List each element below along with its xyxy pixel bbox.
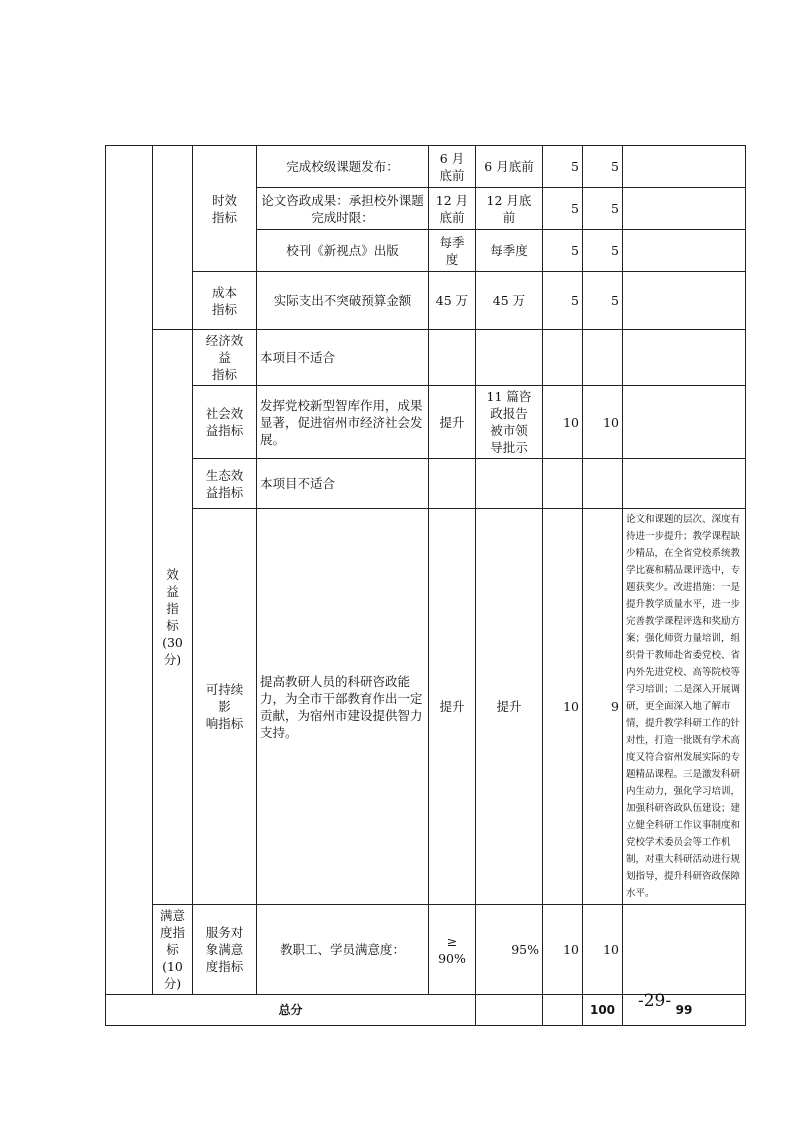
table-row (106, 146, 746, 188)
weight-cell: 5 (543, 272, 583, 330)
indicator-cell: 本项目不适合 (257, 330, 429, 386)
weight-cell (543, 330, 583, 386)
total-blank-cell (476, 995, 543, 1026)
table-row (106, 272, 746, 330)
table-row (106, 509, 746, 905)
score-cell: 5 (583, 272, 623, 330)
target-value-cell: 6 月 底前 (429, 146, 476, 188)
actual-value-cell: 提升 (476, 509, 543, 905)
target-value-cell: 提升 (429, 509, 476, 905)
table-row (106, 905, 746, 995)
category-cell-level1: 满意 度指 标 (10 分) (153, 905, 193, 995)
score-cell: 10 (583, 905, 623, 995)
score-cell (583, 330, 623, 386)
target-value-cell (429, 330, 476, 386)
weight-cell: 5 (543, 230, 583, 272)
category-cell-level2: 可持续 影 响指标 (193, 509, 257, 905)
note-cell (623, 230, 746, 272)
category-cell-level2: 服务对 象满意 度指标 (193, 905, 257, 995)
table-row (106, 459, 746, 509)
indicator-cell: 发挥党校新型智库作用，成果显著，促进宿州市经济社会发展。 (257, 386, 429, 459)
category-cell-level2: 生态效 益指标 (193, 459, 257, 509)
score-cell: 5 (583, 188, 623, 230)
performance-table (105, 145, 746, 1026)
note-cell (623, 188, 746, 230)
actual-value-cell: 12 月底 前 (476, 188, 543, 230)
indicator-cell: 实际支出不突破预算金额 (257, 272, 429, 330)
target-value-cell: ≥ 90% (429, 905, 476, 995)
weight-cell: 10 (543, 386, 583, 459)
indicator-cell: 校刊《新视点》出版 (257, 230, 429, 272)
score-cell: 10 (583, 386, 623, 459)
target-value-cell: 45 万 (429, 272, 476, 330)
category-cell-level2: 社会效 益指标 (193, 386, 257, 459)
category-cell-level1-output-blank (153, 146, 193, 330)
category-cell-level1-blank (106, 146, 153, 995)
category-cell-level2: 成本 指标 (193, 272, 257, 330)
note-cell: 论文和课题的层次、深度有待进一步提升；教学课程缺少精品，在全省党校系统教学比赛和精品课评选中，专题获奖少。改进措施：一是提升教学质量水平，进一步完善教学课程评选和奖励方案；强化师资力量培训，组织骨干教师赴省委党校、省内外先进党校、高等院校等学习培训；二是深入开展调研，更全面深入地了解市情，提升教学科研工作的针对性，打造一批既有学术高度又符合宿州发展实际的专题精品课程。三是激发科研内生动力，强化学习培训，加强科研咨政队伍建设；建立健全科研工作议事制度和党校学术委员会等工作机制，对重大科研活动进行规划指导，提升科研咨政保障水平。 (623, 509, 746, 905)
note-cell (623, 272, 746, 330)
actual-value-cell: 6 月底前 (476, 146, 543, 188)
weight-cell: 10 (543, 509, 583, 905)
page-number: -29- (638, 991, 672, 1011)
total-label: 总分 (106, 995, 476, 1026)
indicator-cell: 教职工、学员满意度： (257, 905, 429, 995)
actual-value-cell: 45 万 (476, 272, 543, 330)
actual-value-cell (476, 459, 543, 509)
score-cell: 5 (583, 230, 623, 272)
table-row (106, 330, 746, 386)
target-value-cell: 提升 (429, 386, 476, 459)
category-cell-level1: 效 益 指 标 (30 分) (153, 330, 193, 905)
category-cell-level2: 经济效 益 指标 (193, 330, 257, 386)
target-value-cell: 12 月 底前 (429, 188, 476, 230)
weight-cell: 5 (543, 188, 583, 230)
target-value-cell: 每季 度 (429, 230, 476, 272)
actual-value-cell: 95% (476, 905, 543, 995)
table-row (106, 386, 746, 459)
weight-cell: 5 (543, 146, 583, 188)
indicator-cell: 论文咨政成果：承担校外课题完成时限： (257, 188, 429, 230)
actual-value-cell: 每季度 (476, 230, 543, 272)
score-cell (583, 459, 623, 509)
note-cell (623, 330, 746, 386)
note-cell (623, 146, 746, 188)
weight-cell (543, 459, 583, 509)
note-cell (623, 459, 746, 509)
weight-cell: 10 (543, 905, 583, 995)
actual-value-cell (476, 330, 543, 386)
indicator-cell: 本项目不适合 (257, 459, 429, 509)
actual-value-cell: 11 篇咨 政报告 被市领 导批示 (476, 386, 543, 459)
total-score: 99 (623, 995, 746, 1026)
total-blank-cell (543, 995, 583, 1026)
category-cell-level2: 时效 指标 (193, 146, 257, 272)
total-weight: 100 (583, 995, 623, 1026)
note-cell (623, 905, 746, 995)
score-cell: 9 (583, 509, 623, 905)
score-cell: 5 (583, 146, 623, 188)
target-value-cell (429, 459, 476, 509)
indicator-cell: 完成校级课题发布： (257, 146, 429, 188)
note-cell (623, 386, 746, 459)
indicator-cell: 提高教研人员的科研咨政能力，为全市干部教育作出一定贡献，为宿州市建设提供智力支持。 (257, 509, 429, 905)
